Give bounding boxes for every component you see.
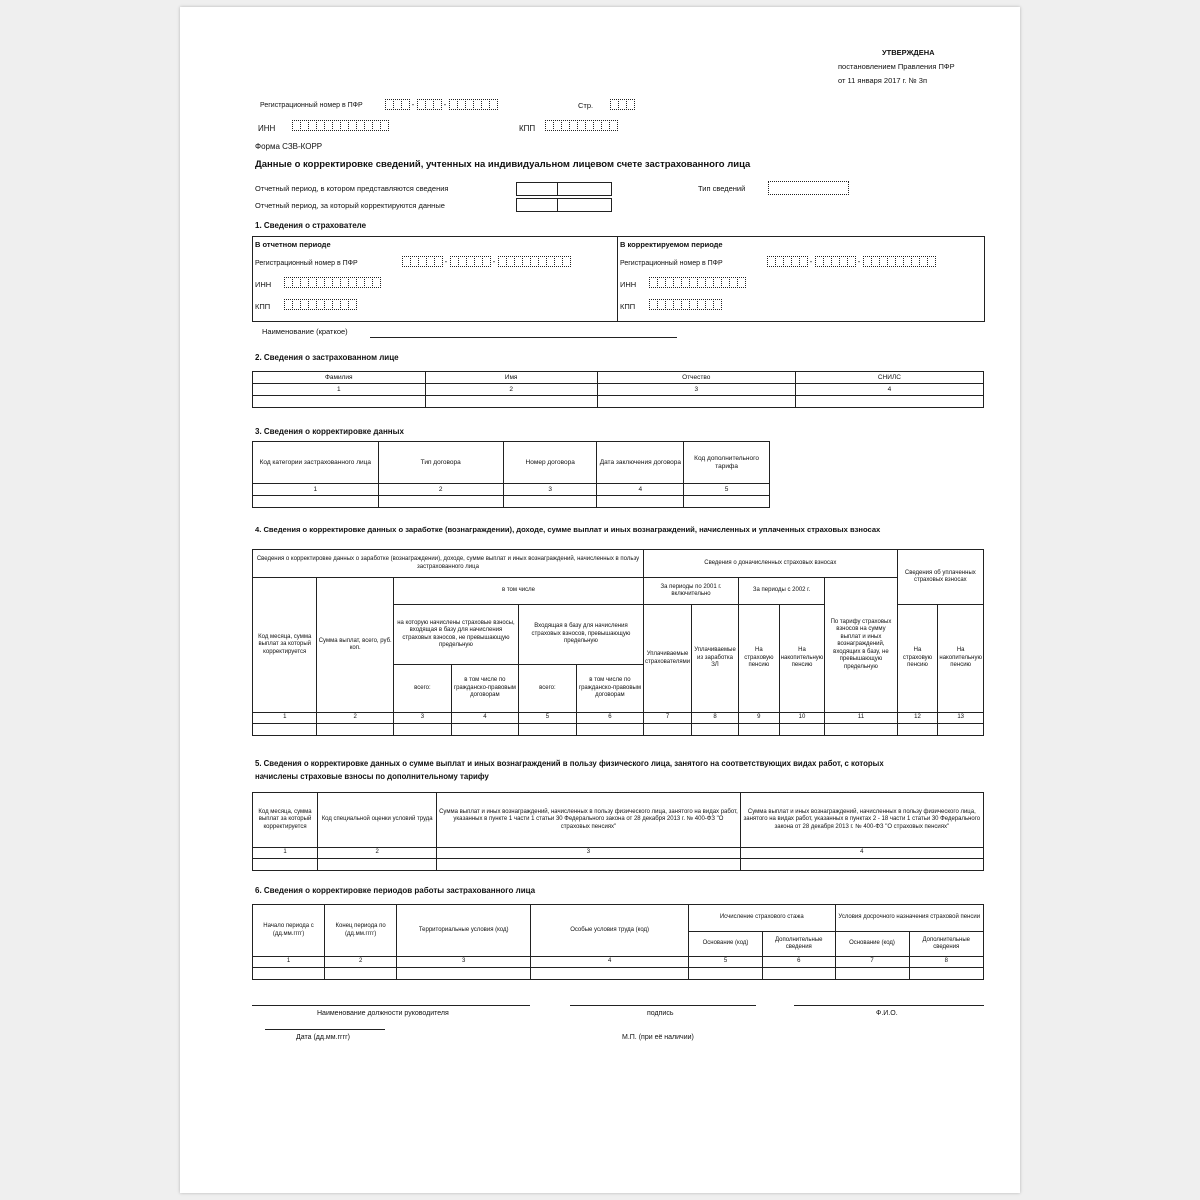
right-period-title: В корректируемом периоде [620,240,723,249]
table-cell[interactable] [692,724,739,736]
table-cell[interactable] [684,496,770,508]
col-number: 11 [825,713,897,724]
col-by-budget: Уплачиваемые из заработка ЗЛ [692,605,739,713]
left-inn-label: ИНН [255,280,272,289]
col-number: 7 [643,713,691,724]
col-number: 1 [253,484,379,496]
col-funded-pension: На накопительную пенсию [779,605,825,713]
col-item1-pay: Сумма выплат и иных вознаграждений, начисленных в пользу физического лица, занятого на видах работ, указанных в пункте 1 части 1 статьи 30 Федерального закона от 28 декабря 2013 г. № 400-ФЗ "О страховых пенсиях" [437,793,740,848]
table-cell[interactable] [253,724,317,736]
date-label: Дата (дд.мм.гггг) [296,1034,351,1041]
col-number: 3 [597,384,795,396]
table-cell[interactable] [397,968,531,980]
right-kpp-field[interactable] [649,299,721,311]
col-name: Имя [425,372,597,384]
col-snils: СНИЛС [795,372,983,384]
right-inn-field[interactable] [649,277,745,289]
col-paid-insured: На страховую пенсию [897,605,938,713]
col-number: 2 [325,957,397,968]
right-reg-label: Регистрационный номер в ПФР [620,260,723,267]
col-special: Особые условия труда (код) [531,905,689,957]
col-contract-number: Номер договора [503,442,597,484]
reg-number-field[interactable]: - - [385,99,497,111]
section5-title-line2: начислены страховые взносы по дополнительному тарифу [255,772,489,781]
col-number: 4 [795,384,983,396]
page-label: Стр. [578,101,594,110]
table-cell[interactable] [318,859,437,871]
col-contract-date: Дата заключения договора [597,442,684,484]
fio-line[interactable] [794,1005,984,1006]
col-number: 1 [253,384,426,396]
col-number: 3 [503,484,597,496]
work-periods-table [252,904,984,980]
position-label: Наименование должности руководителя [317,1010,449,1017]
table-cell[interactable] [763,968,835,980]
inn-label: ИНН [258,124,276,133]
info-type-label: Тип сведений [698,184,746,193]
col-additional-8: Дополнительные сведения [909,932,983,957]
table-cell[interactable] [897,724,938,736]
col-number: 8 [692,713,739,724]
col-number: 2 [378,484,503,496]
col-number: 2 [425,384,597,396]
col-number: 1 [253,848,318,859]
table-cell[interactable] [938,724,984,736]
col-number: 4 [740,848,983,859]
right-inn-label: ИНН [620,280,637,289]
table-cell[interactable] [597,496,684,508]
short-name-field[interactable] [370,337,677,338]
col-extra-tariff: Код дополнительного тарифа [684,442,770,484]
section2-title: 2. Сведения о застрахованном лице [255,353,399,362]
col-end: Конец периода по (дд.мм.гггг) [325,905,397,957]
col-contract-type: Тип договора [378,442,503,484]
col-basis-7: Основание (код) [835,932,909,957]
col-base-part: Входящая в базу для начисления страховых взносов, превышающую предельную [518,605,643,665]
col-basis-5: Основание (код) [689,932,763,957]
table-cell[interactable] [779,724,825,736]
period-reported-field[interactable] [516,182,612,196]
table-cell[interactable] [531,968,689,980]
group-service: Исчисление страхового стажа [689,905,835,932]
col-number: 6 [763,957,835,968]
form-name: Форма СЗВ-КОРР [255,142,323,151]
col-number: 1 [253,957,325,968]
approval-line1: постановлением Правления ПФР [838,62,955,71]
col-number: 7 [835,957,909,968]
date-line[interactable] [265,1029,385,1030]
col-paid-funded: На накопительную пенсию [938,605,984,713]
table-cell[interactable] [518,724,576,736]
col-before-2001: За периоды по 2001 г. включительно [643,578,738,605]
table-cell[interactable] [451,724,518,736]
table-cell[interactable] [253,496,379,508]
col-number: 4 [531,957,689,968]
table-cell[interactable] [317,724,393,736]
table-cell[interactable] [825,724,897,736]
left-inn-field[interactable] [284,277,380,289]
stamp-label: М.П. (при её наличии) [622,1034,694,1041]
col-accrued-base: на которую начислены страховые взносы, входящая в базу для начисления страховых взносов, не превышающую предельную [393,605,518,665]
col-category-code: Код категории застрахованного лица [253,442,379,484]
table-cell[interactable] [437,859,740,871]
col-number: 6 [576,713,643,724]
short-name-label: Наименование (краткое) [262,327,348,336]
kpp-field[interactable] [545,120,617,132]
reg-number-label: Регистрационный номер в ПФР [260,102,363,109]
section1-title: 1. Сведения о страхователе [255,221,367,230]
table-cell[interactable] [909,968,983,980]
col-insured-pension: На страховую пенсию [738,605,779,713]
table-cell[interactable] [643,724,691,736]
table-cell[interactable] [689,968,763,980]
col-month-code: Код месяца, сумма выплат за который корректируется [253,793,318,848]
col-surname: Фамилия [253,372,426,384]
col-number: 5 [684,484,770,496]
col-number: 5 [689,957,763,968]
period-reported-label: Отчетный период, в котором представляются сведения [255,184,449,193]
table-cell[interactable] [576,724,643,736]
col-month-code: Код месяца, сумма выплат за который корректируется [253,578,317,713]
page-number-field[interactable] [610,99,634,111]
table-cell[interactable] [503,496,597,508]
left-kpp-label: КПП [255,302,271,311]
col-by-insurers: Уплачиваемые страхователями [643,605,691,713]
info-type-field[interactable] [768,181,849,195]
col-number: 4 [451,713,518,724]
col-items2-18-pay: Сумма выплат и иных вознаграждений, начисленных в пользу физического лица, занятого на видах работ, указанных в пунктах 2 - 18 части 1 статьи 30 Федерального закона от 28 декабря 2013 г. № 400-ФЗ "О страховых пенсиях" [740,793,983,848]
fio-label: Ф.И.О. [876,1010,898,1017]
col-labor-code: Код специальной оценки условий труда [318,793,437,848]
left-kpp-field[interactable] [284,299,356,311]
col-total-5: всего: [518,665,576,713]
correction-table [252,441,770,508]
insured-person-table [252,371,984,408]
extra-tariff-table [252,792,984,871]
position-line[interactable] [252,1005,530,1006]
col-including: в том числе [393,578,643,605]
col-patronymic: Отчество [597,372,795,384]
right-kpp-label: КПП [620,302,636,311]
document-page [180,7,1020,1193]
right-reg-field[interactable]: - - [767,256,935,268]
col-number: 12 [897,713,938,724]
table-cell[interactable] [425,396,597,408]
col-number: 2 [317,713,393,724]
sign-label: подпись [647,1010,674,1017]
earnings-table [252,549,984,736]
table-cell[interactable] [738,724,779,736]
left-period-title: В отчетном периоде [255,240,331,249]
table-cell[interactable] [378,496,503,508]
col-civil-4: в том числе по гражданско-правовым договорам [451,665,518,713]
col-from-2002: За периоды с 2002 г. [738,578,824,605]
table-cell[interactable] [795,396,983,408]
col-total-3: всего: [393,665,451,713]
table-cell[interactable] [253,396,426,408]
table-cell[interactable] [325,968,397,980]
signature-line[interactable] [570,1005,756,1006]
period-corrected-label: Отчетный период, за который корректируются данные [255,201,445,210]
col-number: 13 [938,713,984,724]
col-number: 1 [253,713,317,724]
group-accrued: Сведения о доначисленных страховых взносах [643,550,897,578]
kpp-label: КПП [519,124,536,133]
approval-line2: от 11 января 2017 г. № 3п [838,76,928,85]
col-start: Начало периода с (дд.мм.гггг) [253,905,325,957]
col-number: 3 [393,713,451,724]
group-paid: Сведения об уплаченных страховых взносах [897,550,983,605]
col-number: 3 [397,957,531,968]
table-cell[interactable] [253,968,325,980]
section4-title: 4. Сведения о корректировке данных о заработке (вознаграждении), доходе, сумме выплат и иных вознаграждений, начисленных и уплаченных страховых взносах [255,525,881,534]
col-territorial: Территориальные условия (код) [397,905,531,957]
table-cell[interactable] [740,859,983,871]
col-total-pay: Сумма выплат, всего, руб. коп. [317,578,393,713]
col-number: 9 [738,713,779,724]
col-additional-6: Дополнительные сведения [763,932,835,957]
table-cell[interactable] [835,968,909,980]
col-by-tariff: По тарифу страховых взносов на сумму выплат и иных вознаграждений, входящих в базу, не превышающую предельную [825,578,897,713]
group-earnings: Сведения о корректировке данных о заработке (вознаграждении), доходе, сумме выплат и иных вознаграждений, начисленных в пользу застрахованного лица [253,550,644,578]
left-reg-field[interactable]: - - [402,256,570,268]
approval-title: УТВЕРЖДЕНА [882,48,935,57]
col-number: 5 [518,713,576,724]
group-early: Условия досрочного назначения страховой пенсии [835,905,984,932]
table-cell[interactable] [253,859,318,871]
table-cell[interactable] [597,396,795,408]
col-number: 8 [909,957,983,968]
col-civil-6: в том числе по гражданско-правовым договорам [576,665,643,713]
table-cell[interactable] [393,724,451,736]
period-corrected-field[interactable] [516,198,612,212]
form-title: Данные о корректировке сведений, учтенных на индивидуальном лицевом счете застрахованного лица [255,159,751,170]
col-number: 10 [779,713,825,724]
col-number: 4 [597,484,684,496]
left-reg-label: Регистрационный номер в ПФР [255,260,358,267]
section3-title: 3. Сведения о корректировке данных [255,427,404,436]
inn-field[interactable] [292,120,388,132]
section5-title-line1: 5. Сведения о корректировке данных о сумме выплат и иных вознаграждений в пользу физического лица, занятого на соответствующих видах работ, с которых [255,759,884,768]
col-number: 2 [318,848,437,859]
section6-title: 6. Сведения о корректировке периодов работы застрахованного лица [255,886,536,895]
col-number: 3 [437,848,740,859]
